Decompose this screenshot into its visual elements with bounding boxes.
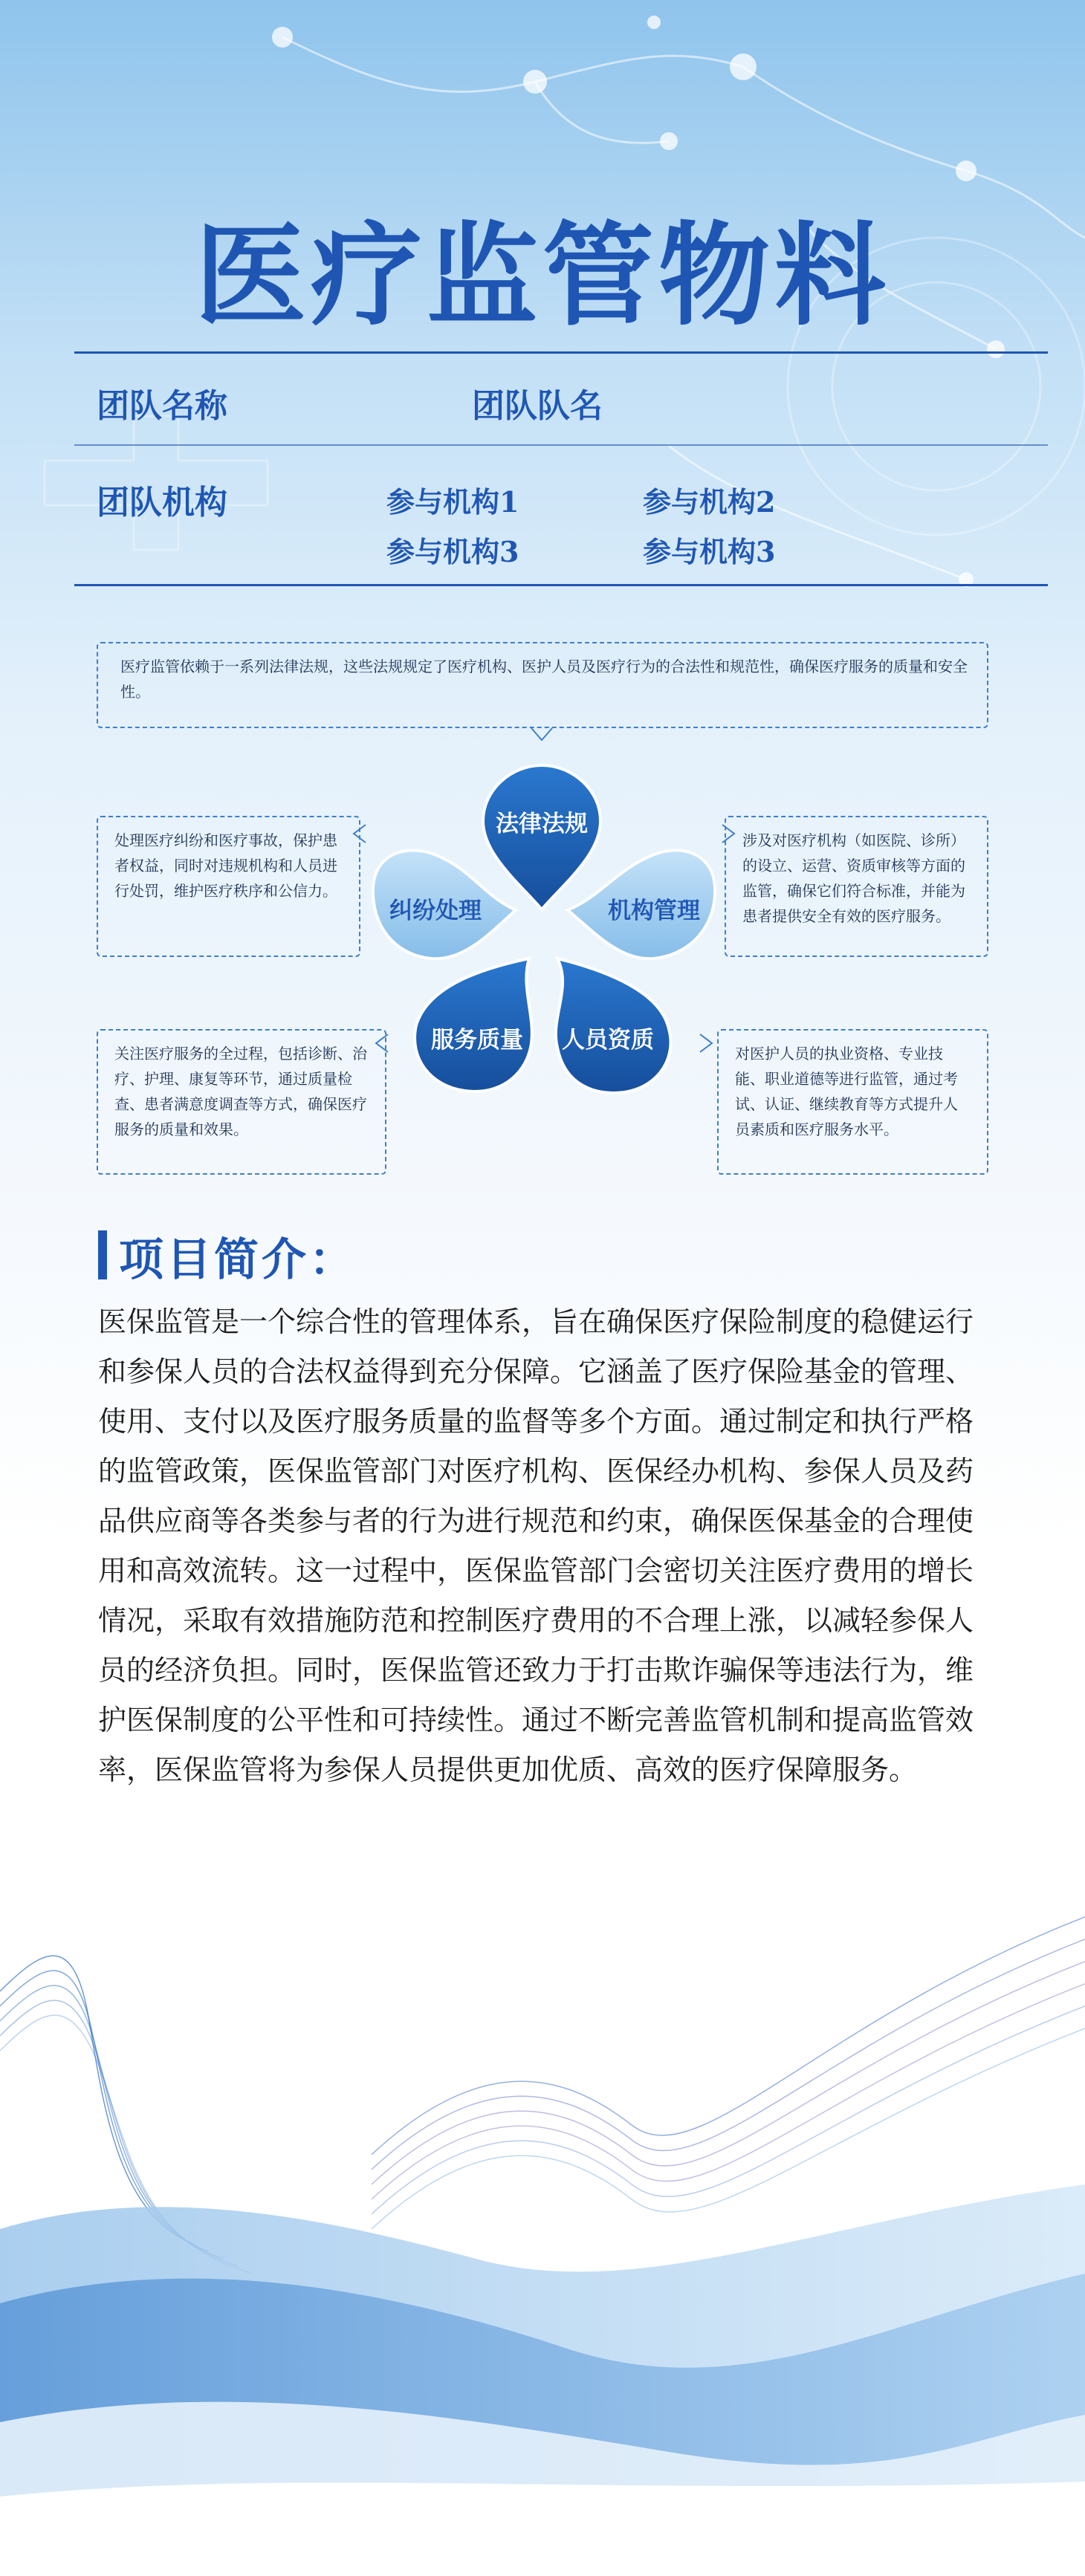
team-name-label: 团队名称 xyxy=(97,387,227,425)
team-org-label: 团队机构 xyxy=(97,484,227,522)
org-item-2: 参与机构2 xyxy=(643,485,776,519)
intro-paragraph: 医保监管是一个综合性的管理体系，旨在确保医疗保险制度的稳健运行和参保人员的合法权益得到充分保障。它涵盖了医疗保险基金的管理、使用、支付以及医疗服务质量的监督等多个方面。通过制定和执行严格的监管政策，医保监管部门对医疗机构、医保经办机构、参保人员及药品供应商等各类参与者的行为进行规范和约束，确保医保基金的合理使用和高效流转。这一过程中，医保监管部门会密切关注医疗费用的增长情况，采取有效措施防范和控制医疗费用的不合理上涨，以减轻参保人员的经济负担。同时，医保监管还致力于打击欺诈骗保等违法行为，维护医保制度的公平性和可持续性。通过不断完善监管机制和提高监管效率，医保监管将为参保人员提供更加优质、高效的医疗保障服务。 xyxy=(98,1305,974,1786)
petal-label-personnel: 人员资质 xyxy=(562,1027,654,1054)
bottom-wave-decoration xyxy=(0,1902,1085,2576)
personnel-description-box: 对医护人员的执业资格、专业技能、职业道德等进行监管，通过考试、认证、继续教育等方式提升人员素质和医疗服务水平。 xyxy=(717,1029,988,1175)
service-description-box: 关注医疗服务的全过程，包括诊断、治疗、护理、康复等环节，通过质量检查、患者满意度调查等方式，确保医疗服务的质量和效果。 xyxy=(97,1029,386,1175)
section-title: 项目简介： xyxy=(119,1234,357,1286)
org-item-4: 参与机构3 xyxy=(643,535,776,568)
petal-label-institution: 机构管理 xyxy=(608,898,700,924)
dispute-description-box: 处理医疗纠纷和医疗事故，保护患者权益，同时对违规机构和人员进行处罚，维护医疗秩序和公信力。 xyxy=(97,816,360,957)
institution-description-box: 涉及对医疗机构（如医院、诊所）的设立、运营、资质审核等方面的监管，确保它们符合标准，并能为患者提供安全有效的医疗服务。 xyxy=(725,816,988,957)
petal-label-dispute: 纠纷处理 xyxy=(389,898,482,924)
org-item-1: 参与机构1 xyxy=(386,485,519,519)
petal-label-law: 法律法规 xyxy=(496,811,588,837)
section-title-bar xyxy=(98,1230,107,1279)
page-title: 医疗监管物料 xyxy=(194,212,890,341)
team-name-value: 团队队名 xyxy=(472,387,603,425)
petal-diagram xyxy=(0,0,1085,1159)
top-description-box: 医疗监管依赖于一系列法律法规，这些法规规定了医疗机构、医护人员及医疗行为的合法性和规范性，确保医疗服务的质量和安全性。 xyxy=(97,642,988,728)
petal-label-service: 服务质量 xyxy=(431,1027,523,1054)
org-item-3: 参与机构3 xyxy=(386,535,519,568)
